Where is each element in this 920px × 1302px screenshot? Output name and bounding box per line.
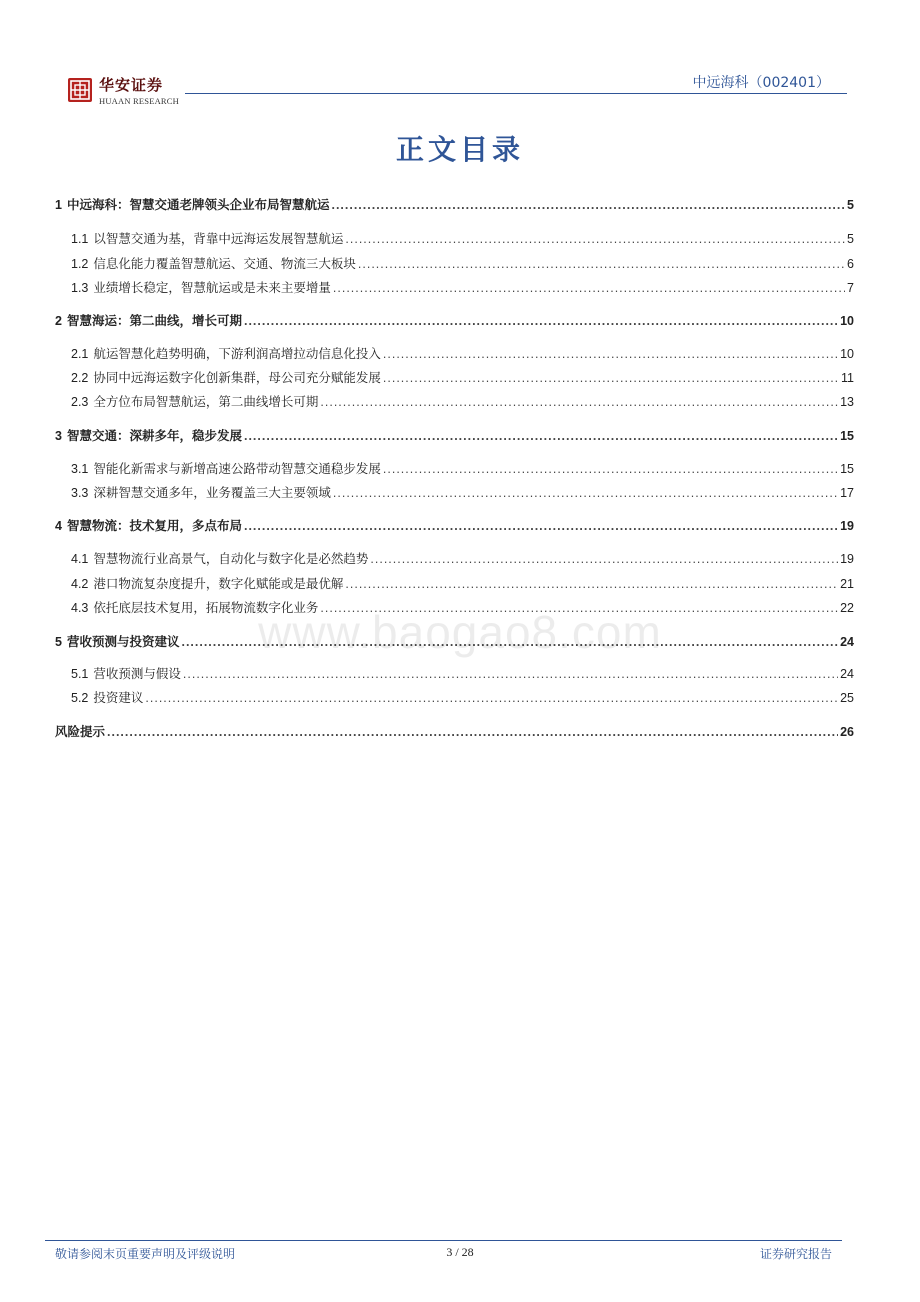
toc-entry-label: 营收预测与假设 bbox=[93, 666, 181, 681]
toc-entry-label: 智慧物流行业高景气，自动化与数字化是必然趋势 bbox=[93, 551, 369, 566]
toc-dot-leader bbox=[244, 428, 838, 444]
toc-entry-number: 4.3 bbox=[71, 601, 89, 615]
toc-entry[interactable] bbox=[71, 485, 854, 501]
header-divider bbox=[185, 93, 847, 94]
toc-dot-leader bbox=[383, 370, 839, 386]
footer-disclaimer: 敬请参阅末页重要声明及评级说明 bbox=[55, 1247, 236, 1261]
toc-entry[interactable] bbox=[71, 346, 854, 362]
toc-entry[interactable] bbox=[71, 394, 854, 410]
toc-entry-label: 投资建议 bbox=[93, 690, 144, 705]
toc-dot-leader bbox=[320, 600, 838, 616]
toc-entry-number: 1.2 bbox=[71, 257, 89, 271]
toc-entry-page: 24 bbox=[840, 635, 854, 649]
toc-dot-leader bbox=[244, 518, 838, 534]
toc-entry-label: 航运智慧化趋势明确，下游利润高增拉动信息化投入 bbox=[93, 346, 381, 361]
toc-entry-number: 3 bbox=[55, 429, 62, 443]
toc-entry-page: 17 bbox=[840, 486, 854, 500]
toc-entry-number: 3.3 bbox=[71, 486, 89, 500]
toc-entry-number: 5.1 bbox=[71, 667, 89, 681]
toc-entry-page: 25 bbox=[840, 691, 854, 705]
toc-entry[interactable] bbox=[55, 724, 854, 740]
header-company-name: 中远海科（002401） bbox=[692, 75, 830, 91]
toc-entry[interactable] bbox=[71, 551, 854, 567]
toc-entry-page: 6 bbox=[847, 257, 854, 271]
toc-dot-leader bbox=[320, 394, 838, 410]
toc-entry-page: 7 bbox=[847, 281, 854, 295]
logo-text-en: HUAAN RESEARCH bbox=[99, 96, 180, 106]
toc-dot-leader bbox=[331, 197, 845, 213]
toc-entry-label: 全方位布局智慧航运，第二曲线增长可期 bbox=[93, 394, 319, 409]
toc-entry-page: 19 bbox=[840, 552, 854, 566]
toc-entry[interactable] bbox=[71, 256, 854, 272]
toc-dot-leader bbox=[345, 231, 845, 247]
toc-entry[interactable] bbox=[71, 280, 854, 296]
toc-entry[interactable] bbox=[71, 666, 854, 682]
toc-entry-number: 2 bbox=[55, 314, 62, 328]
toc-entry-number: 2.3 bbox=[71, 395, 89, 409]
watermark: www.baogao8.com bbox=[258, 606, 662, 658]
toc-dot-leader bbox=[358, 256, 845, 272]
toc-entry-label: 港口物流复杂度提升，数字化赋能或是最优解 bbox=[93, 576, 344, 591]
toc-entry-label: 营收预测与投资建议 bbox=[66, 634, 180, 649]
logo-text-cn: 华安证券 bbox=[99, 76, 164, 94]
page-header bbox=[0, 0, 920, 110]
toc-entry[interactable] bbox=[71, 231, 854, 247]
toc-entry[interactable] bbox=[55, 313, 854, 329]
toc-entry-label: 业绩增长稳定，智慧航运或是未来主要增量 bbox=[93, 280, 331, 295]
toc-entry-number: 4.2 bbox=[71, 577, 89, 591]
toc-entry[interactable] bbox=[71, 690, 854, 706]
toc-entry-number: 2.1 bbox=[71, 347, 89, 361]
footer-report-type: 证券研究报告 bbox=[759, 1247, 832, 1261]
toc-dot-leader bbox=[345, 576, 838, 592]
toc-dot-leader bbox=[370, 551, 838, 567]
toc-entry-page: 21 bbox=[840, 577, 854, 591]
toc-entry-label: 以智慧交通为基，背靠中远海运发展智慧航运 bbox=[93, 231, 344, 246]
page-number: 3 / 28 bbox=[446, 1245, 474, 1259]
toc-entry-page: 15 bbox=[840, 462, 854, 476]
toc-dot-leader bbox=[333, 485, 838, 501]
toc-entry[interactable] bbox=[71, 370, 854, 386]
toc-entry[interactable] bbox=[55, 518, 854, 534]
toc-entry-page: 5 bbox=[847, 232, 854, 246]
toc-entry[interactable] bbox=[71, 461, 854, 477]
toc-entry[interactable] bbox=[55, 634, 854, 650]
toc-entry-page: 22 bbox=[840, 601, 854, 615]
toc-entry-number: 1.3 bbox=[71, 281, 89, 295]
toc-entry-page: 10 bbox=[840, 347, 854, 361]
toc-dot-leader bbox=[383, 461, 838, 477]
toc-entry-label: 深耕智慧交通多年，业务覆盖三大主要领域 bbox=[93, 485, 331, 500]
toc-entry-page: 26 bbox=[840, 725, 854, 739]
toc-dot-leader bbox=[383, 346, 838, 362]
toc-dot-leader bbox=[183, 666, 838, 682]
toc-entry-number: 2.2 bbox=[71, 371, 89, 385]
toc-entry-label: 信息化能力覆盖智慧航运、交通、物流三大板块 bbox=[93, 256, 356, 271]
toc-entry-number: 4 bbox=[55, 519, 62, 533]
toc-entry[interactable] bbox=[55, 197, 854, 213]
huaan-logo-icon bbox=[68, 78, 92, 102]
toc-entry-page: 13 bbox=[840, 395, 854, 409]
toc-entry-page: 5 bbox=[847, 198, 854, 212]
toc-entry-label: 智慧物流：技术复用，多点布局 bbox=[66, 518, 242, 533]
toc-entry-label: 风险提示 bbox=[55, 724, 106, 739]
footer-divider bbox=[45, 1240, 842, 1241]
toc-entry[interactable] bbox=[71, 576, 854, 592]
toc-entry-page: 15 bbox=[840, 429, 854, 443]
toc-entry-page: 19 bbox=[840, 519, 854, 533]
toc-entry-number: 1 bbox=[55, 198, 62, 212]
toc-entry-label: 智能化新需求与新增高速公路带动智慧交通稳步发展 bbox=[93, 461, 381, 476]
toc-entry-label: 中远海科：智慧交通老牌领头企业布局智慧航运 bbox=[66, 197, 330, 212]
toc-dot-leader bbox=[244, 313, 838, 329]
toc-dot-leader bbox=[333, 280, 845, 296]
toc-entry-number: 5 bbox=[55, 635, 62, 649]
toc-entry-number: 5.2 bbox=[71, 691, 89, 705]
toc-dot-leader bbox=[145, 690, 838, 706]
toc-entry[interactable] bbox=[55, 428, 854, 444]
toc-entry-page: 24 bbox=[840, 667, 854, 681]
toc-entry-label: 智慧交通：深耕多年，稳步发展 bbox=[66, 428, 242, 443]
toc-entry[interactable] bbox=[71, 600, 854, 616]
toc-dot-leader bbox=[181, 634, 838, 650]
toc-entry-label: 智慧海运：第二曲线，增长可期 bbox=[66, 313, 242, 328]
toc-entry-number: 4.1 bbox=[71, 552, 89, 566]
toc-entry-label: 依托底层技术复用，拓展物流数字化业务 bbox=[93, 600, 319, 615]
toc-entry-number: 1.1 bbox=[71, 232, 89, 246]
toc-entry-label: 协同中远海运数字化创新集群，母公司充分赋能发展 bbox=[93, 370, 381, 385]
toc-entry-number: 3.1 bbox=[71, 462, 89, 476]
page-title: 正文目录 bbox=[395, 133, 524, 166]
toc-entry-page: 11 bbox=[841, 371, 854, 385]
toc-dot-leader bbox=[107, 724, 838, 740]
toc-entry-page: 10 bbox=[840, 314, 854, 328]
